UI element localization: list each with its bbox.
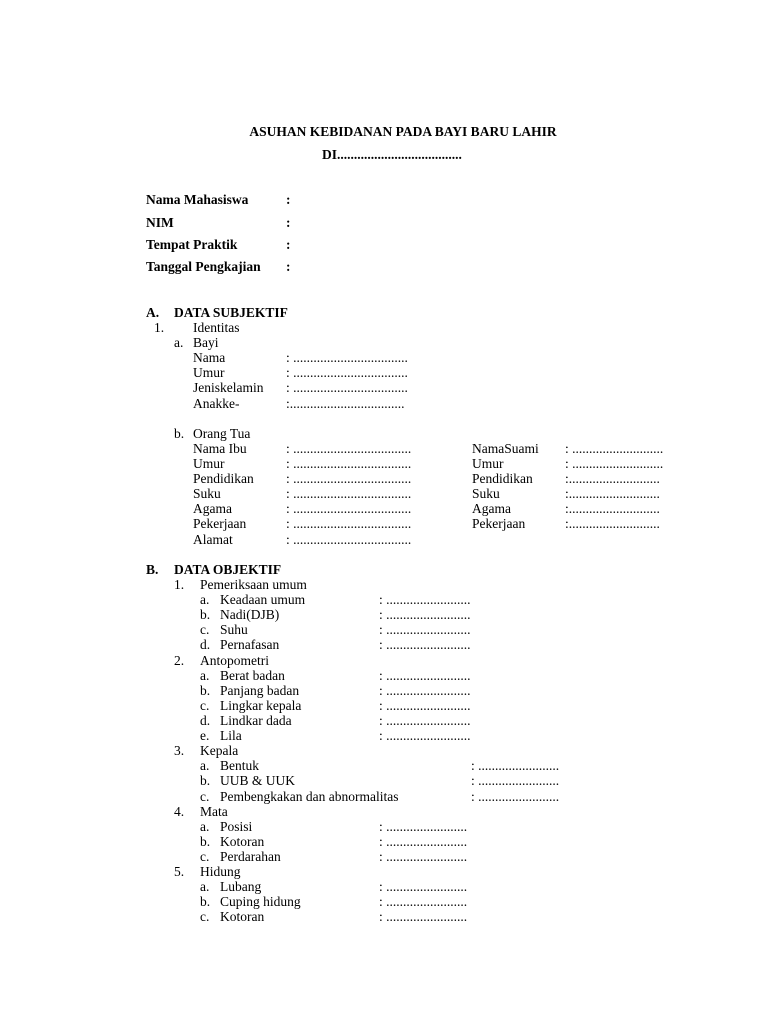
field-label-tempat-praktik: Tempat Praktik: [146, 237, 238, 252]
field-label-tanggal-pengkajian: Tanggal Pengkajian: [146, 259, 261, 274]
item-marker: b.: [200, 834, 211, 849]
item-marker: a.: [200, 819, 210, 834]
item-label: Berat badan: [220, 668, 285, 683]
item-marker: c.: [200, 789, 210, 804]
item-label: Lila: [220, 728, 242, 743]
field-label-nim: NIM: [146, 215, 174, 230]
item-value: : .........................: [379, 622, 471, 637]
parent-row-value: : ...................................: [286, 471, 412, 486]
bayi-row-value: : ..................................: [286, 380, 408, 395]
item-marker: c.: [200, 849, 210, 864]
item-marker: c.: [200, 909, 210, 924]
parent-row-label: Alamat: [193, 532, 233, 547]
bayi-row-value: : ..................................: [286, 350, 408, 365]
item-value: : ........................: [471, 789, 560, 804]
item-marker: b.: [200, 773, 211, 788]
document-subtitle: DI.....................................: [322, 147, 462, 162]
group-title-hidung: Hidung: [200, 864, 241, 879]
item-label: Lindkar dada: [220, 713, 292, 728]
item-value: : ........................: [379, 849, 468, 864]
spouse-row-label: NamaSuami: [472, 441, 539, 456]
sub-title-bayi: Bayi: [193, 335, 219, 350]
item-value: : .........................: [379, 728, 471, 743]
item-label: Kotoran: [220, 909, 265, 924]
sub-marker: b.: [174, 426, 185, 441]
spouse-row-label: Umur: [472, 456, 504, 471]
item-value: : .........................: [379, 668, 471, 683]
item-marker: c.: [200, 622, 210, 637]
item-label: Lingkar kepala: [220, 698, 302, 713]
spouse-row-value: : ...........................: [565, 441, 664, 456]
spouse-row-value: :...........................: [565, 501, 660, 516]
group-number: 2.: [174, 653, 185, 668]
document-title: ASUHAN KEBIDANAN PADA BAYI BARU LAHIR: [249, 124, 557, 139]
spouse-row-label: Pekerjaan: [472, 516, 526, 531]
bayi-row-value: : ..................................: [286, 365, 408, 380]
field-colon: :: [286, 259, 291, 274]
item-label: Kotoran: [220, 834, 265, 849]
parent-row-value: : ...................................: [286, 486, 412, 501]
field-colon: :: [286, 215, 291, 230]
item-label: Bentuk: [220, 758, 259, 773]
item-label: Pembengkakan dan abnormalitas: [220, 789, 399, 804]
item-value: : ........................: [471, 758, 560, 773]
item-marker: a.: [200, 879, 210, 894]
group-number: 5.: [174, 864, 185, 879]
group-number: 4.: [174, 804, 185, 819]
group-title-antopometri: Antopometri: [200, 653, 269, 668]
parent-row-label: Pekerjaan: [193, 516, 247, 531]
spouse-row-value: :...........................: [565, 486, 660, 501]
bayi-row-label: Jeniskelamin: [193, 380, 264, 395]
item-marker: a.: [200, 758, 210, 773]
section-b-marker: B.: [146, 562, 159, 577]
field-colon: :: [286, 237, 291, 252]
item-value: : .........................: [379, 698, 471, 713]
spouse-row-value: :...........................: [565, 516, 660, 531]
item-marker: d.: [200, 713, 211, 728]
parent-row-value: : ...................................: [286, 441, 412, 456]
group-number: 3.: [174, 743, 185, 758]
bayi-row-label: Umur: [193, 365, 225, 380]
item-value: : ........................: [379, 834, 468, 849]
parent-row-label: Agama: [193, 501, 232, 516]
section-a-title: DATA SUBJEKTIF: [174, 305, 288, 320]
item-marker: a.: [200, 668, 210, 683]
spouse-row-label: Suku: [472, 486, 500, 501]
spouse-row-label: Agama: [472, 501, 511, 516]
group-title-kepala: Kepala: [200, 743, 239, 758]
item-title-identitas: Identitas: [193, 320, 240, 335]
item-label: Panjang badan: [220, 683, 300, 698]
sub-title-orang-tua: Orang Tua: [193, 426, 251, 441]
parent-row-label: Suku: [193, 486, 221, 501]
item-value: : ........................: [379, 879, 468, 894]
item-marker: a.: [200, 592, 210, 607]
item-marker: b.: [200, 894, 211, 909]
item-marker: e.: [200, 728, 210, 743]
item-value: : ........................: [471, 773, 560, 788]
parent-row-label: Pendidikan: [193, 471, 254, 486]
parent-row-value: : ...................................: [286, 532, 412, 547]
item-label: Suhu: [220, 622, 248, 637]
item-number: 1.: [154, 320, 165, 335]
bayi-row-value: :..................................: [286, 396, 405, 411]
item-marker: b.: [200, 607, 211, 622]
item-value: : .........................: [379, 637, 471, 652]
item-value: : ........................: [379, 894, 468, 909]
item-label: Perdarahan: [220, 849, 281, 864]
group-title-pemeriksaan-umum: Pemeriksaan umum: [200, 577, 307, 592]
item-label: Keadaan umum: [220, 592, 306, 607]
field-label-nama-mahasiswa: Nama Mahasiswa: [146, 192, 249, 207]
section-b-title: DATA OBJEKTIF: [174, 562, 282, 577]
item-label: Pernafasan: [220, 637, 280, 652]
sub-marker: a.: [174, 335, 184, 350]
item-label: Lubang: [220, 879, 262, 894]
item-label: Posisi: [220, 819, 253, 834]
item-label: Nadi(DJB): [220, 607, 280, 622]
section-a-marker: A.: [146, 305, 160, 320]
parent-row-value: : ...................................: [286, 516, 412, 531]
item-value: : ........................: [379, 819, 468, 834]
parent-row-value: : ...................................: [286, 456, 412, 471]
item-marker: b.: [200, 683, 211, 698]
group-number: 1.: [174, 577, 185, 592]
item-marker: d.: [200, 637, 211, 652]
item-value: : ........................: [379, 909, 468, 924]
bayi-row-label: Nama: [193, 350, 226, 365]
parent-row-value: : ...................................: [286, 501, 412, 516]
group-title-mata: Mata: [200, 804, 228, 819]
field-colon: :: [286, 192, 291, 207]
item-value: : .........................: [379, 713, 471, 728]
item-label: UUB & UUK: [220, 773, 296, 788]
item-value: : .........................: [379, 683, 471, 698]
spouse-row-value: : ...........................: [565, 456, 664, 471]
parent-row-label: Nama Ibu: [193, 441, 247, 456]
spouse-row-label: Pendidikan: [472, 471, 533, 486]
item-value: : .........................: [379, 592, 471, 607]
spouse-row-value: :...........................: [565, 471, 660, 486]
item-marker: c.: [200, 698, 210, 713]
item-label: Cuping hidung: [220, 894, 301, 909]
parent-row-label: Umur: [193, 456, 225, 471]
item-value: : .........................: [379, 607, 471, 622]
bayi-row-label: Anakke-: [193, 396, 240, 411]
